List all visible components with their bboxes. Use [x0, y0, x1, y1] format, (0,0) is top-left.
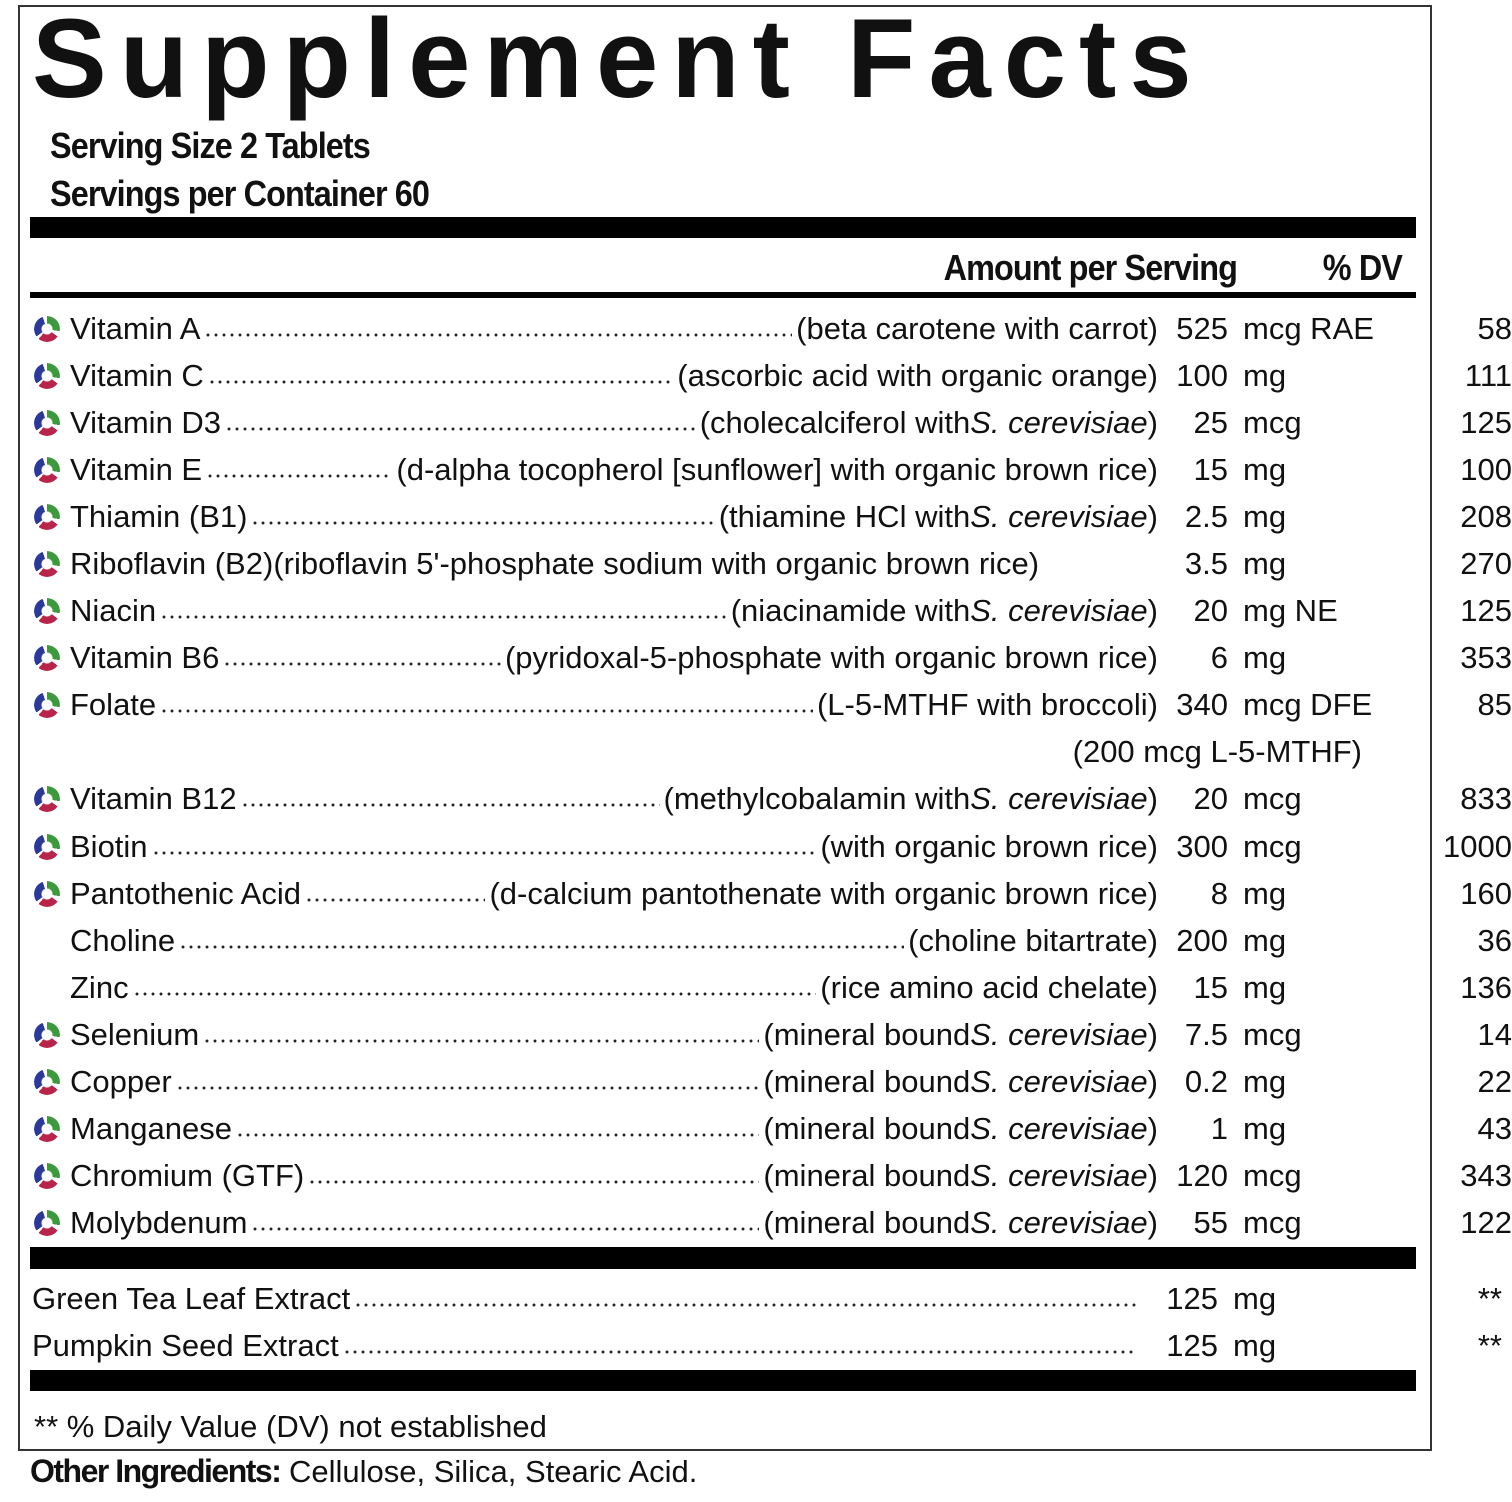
nutrient-note-row: [32, 729, 1424, 776]
dot-leader: [241, 802, 660, 808]
nutrient-row: [32, 682, 1512, 729]
nutrient-source-end: ): [1147, 1016, 1158, 1052]
nutrient-name: Vitamin B6: [70, 640, 220, 676]
unit: mg: [1233, 1280, 1277, 1316]
daily-value: 85: [1477, 687, 1512, 723]
unit: mg: [1233, 1327, 1277, 1363]
whole-food-icon: [34, 551, 60, 577]
nutrient-source: (beta carotene with carrot): [796, 310, 1158, 346]
nutrient-row: [32, 493, 1512, 540]
nutrient-source: (L-5-MTHF with broccoli): [816, 687, 1158, 723]
nutrient-name: Choline: [70, 922, 176, 958]
dot-leader: [343, 1349, 1136, 1355]
nutrient-name: Biotin: [70, 828, 148, 864]
nutrient-name: Riboflavin (B2): [70, 546, 274, 582]
nutrient-row: [32, 305, 1512, 352]
thick-divider: [30, 217, 1416, 238]
nutrient-row: [32, 1153, 1512, 1200]
unit: mcg RAE: [1243, 310, 1374, 346]
nutrient-source: (with organic brown rice): [820, 828, 1158, 864]
nutrient-source: (cholecalciferol with: [699, 404, 971, 440]
daily-value: **: [1477, 1327, 1502, 1363]
unit: mcg: [1243, 404, 1302, 440]
nutrient-name: Vitamin E: [70, 451, 203, 487]
supplement-facts-panel: [18, 0, 1512, 1451]
nutrient-source: (rice amino acid chelate): [820, 969, 1158, 1005]
thin-divider: [30, 292, 1416, 298]
amount-header: Amount per Serving: [943, 247, 1237, 288]
daily-value: 111: [1464, 357, 1512, 393]
daily-value: 14: [1477, 1016, 1512, 1052]
amount: 300: [1176, 828, 1228, 864]
nutrient-row: [32, 776, 1512, 823]
serving-size: Serving Size 2 Tablets: [50, 125, 370, 166]
extract-row: [32, 1275, 1502, 1322]
dot-leader: [208, 379, 673, 385]
daily-value: 353: [1460, 640, 1512, 676]
whole-food-icon: [34, 1022, 60, 1048]
nutrient-name: Manganese: [70, 1111, 233, 1147]
dot-leader: [251, 520, 714, 526]
dv-header: % DV: [1322, 247, 1402, 288]
nutrient-row: [32, 540, 1512, 587]
whole-food-icon: [34, 881, 60, 907]
dot-leader: [225, 426, 696, 432]
daily-value: 208: [1460, 498, 1512, 534]
nutrient-source: (d-calcium pantothenate with organic brown rice): [489, 875, 1158, 911]
thick-divider: [30, 1370, 1416, 1391]
thick-divider: [30, 1247, 1416, 1269]
amount: 25: [1193, 404, 1228, 440]
nutrient-name: Molybdenum: [70, 1205, 248, 1241]
unit: mcg: [1243, 781, 1302, 817]
dot-leader: [223, 661, 501, 667]
extract-name: Pumpkin Seed Extract: [32, 1327, 339, 1363]
nutrient-row: [32, 964, 1512, 1011]
amount: 100: [1176, 357, 1228, 393]
whole-food-icon: [34, 457, 60, 483]
nutrient-list: [32, 305, 1512, 1247]
whole-food-icon: [34, 316, 60, 342]
whole-food-icon: [34, 692, 60, 718]
nutrient-source-end: ): [1147, 781, 1158, 817]
amount: 125: [1166, 1280, 1218, 1316]
dot-leader: [204, 332, 792, 338]
daily-value: 43: [1477, 1111, 1512, 1147]
nutrient-name: Vitamin C: [70, 357, 204, 393]
nutrient-source: (mineral bound: [763, 1064, 971, 1100]
nutrient-source: (riboflavin 5'-phosphate sodium with organic brown rice): [273, 546, 1040, 582]
extract-list: [32, 1275, 1502, 1369]
dot-leader: [308, 1179, 759, 1185]
dot-leader: [133, 991, 817, 997]
daily-value: 125: [1460, 593, 1512, 629]
unit: mg: [1243, 451, 1287, 487]
nutrient-source: (niacinamide with: [730, 593, 971, 629]
amount: 125: [1166, 1327, 1218, 1363]
unit: mg: [1243, 640, 1287, 676]
nutrient-source-end: ): [1147, 404, 1158, 440]
amount: 6: [1210, 640, 1228, 676]
amount: 525: [1176, 310, 1228, 346]
amount: 200: [1176, 922, 1228, 958]
nutrient-row: [32, 1106, 1512, 1153]
daily-value: 122: [1460, 1205, 1512, 1241]
other-ingredients: [30, 1453, 697, 1490]
dot-leader: [305, 897, 486, 903]
nutrient-source-italic: S. cerevisiae: [970, 1205, 1148, 1241]
unit: mg: [1243, 357, 1287, 393]
amount: 1: [1210, 1111, 1228, 1147]
nutrient-row: [32, 1059, 1512, 1106]
whole-food-icon: [34, 1210, 60, 1236]
amount: 8: [1210, 875, 1228, 911]
nutrient-note: (200 mcg L-5-MTHF): [1072, 734, 1362, 770]
nutrient-name: Copper: [70, 1064, 172, 1100]
daily-value: 833: [1460, 781, 1512, 817]
unit: mg: [1243, 546, 1287, 582]
nutrient-row: [32, 1200, 1512, 1247]
nutrient-source: (mineral bound: [763, 1158, 971, 1194]
whole-food-icon: [34, 645, 60, 671]
unit: mg: [1243, 498, 1287, 534]
footnote: ** % Daily Value (DV) not established: [34, 1409, 547, 1444]
unit: mg: [1243, 1064, 1287, 1100]
unit: mg: [1243, 969, 1287, 1005]
servings-per-container: Servings per Container 60: [50, 173, 430, 214]
dot-leader: [160, 614, 727, 620]
other-ingredients-text: Cellulose, Silica, Stearic Acid.: [280, 1454, 698, 1489]
nutrient-source: (thiamine HCl with: [718, 498, 971, 534]
unit: mcg DFE: [1243, 687, 1373, 723]
nutrient-source: (choline bitartrate): [908, 922, 1158, 958]
nutrient-source: (d-alpha tocopherol [sunflower] with organic brown rice): [396, 451, 1158, 487]
unit: mg: [1243, 922, 1287, 958]
nutrient-source-end: ): [1147, 498, 1158, 534]
nutrient-source: (mineral bound: [763, 1111, 971, 1147]
nutrient-source: (ascorbic acid with organic orange): [677, 357, 1158, 393]
daily-value: 100: [1460, 451, 1512, 487]
nutrient-source-end: ): [1147, 1064, 1158, 1100]
dot-leader: [251, 1226, 759, 1232]
nutrient-row: [32, 588, 1512, 635]
nutrient-name: Pantothenic Acid: [70, 875, 301, 911]
nutrient-name: Folate: [70, 687, 157, 723]
nutrient-source-italic: S. cerevisiae: [970, 1158, 1148, 1194]
extract-row: [32, 1322, 1502, 1369]
nutrient-name: Thiamin (B1): [70, 498, 248, 534]
nutrient-source-italic: S. cerevisiae: [970, 1016, 1148, 1052]
nutrient-row: [32, 399, 1512, 446]
whole-food-icon: [34, 363, 60, 389]
whole-food-icon: [34, 1116, 60, 1142]
other-ingredients-label: Other Ingredients:: [30, 1453, 281, 1489]
daily-value: 36: [1477, 922, 1512, 958]
nutrient-row: [32, 446, 1512, 493]
nutrient-name: Vitamin A: [70, 310, 201, 346]
unit: mcg: [1243, 828, 1302, 864]
nutrient-source-end: ): [1147, 1158, 1158, 1194]
whole-food-icon: [34, 598, 60, 624]
nutrient-source: (mineral bound: [763, 1205, 971, 1241]
daily-value: 58: [1477, 310, 1512, 346]
nutrient-source-italic: S. cerevisiae: [970, 1111, 1148, 1147]
amount: 20: [1193, 593, 1228, 629]
dot-leader: [203, 1038, 759, 1044]
unit: mcg: [1243, 1205, 1302, 1241]
amount: 15: [1193, 969, 1228, 1005]
amount: 20: [1193, 781, 1228, 817]
unit: mcg: [1243, 1016, 1302, 1052]
whole-food-icon: [34, 504, 60, 530]
dot-leader: [152, 850, 817, 856]
nutrient-row: [32, 1011, 1512, 1058]
amount: 2.5: [1184, 498, 1228, 534]
nutrient-row: [32, 870, 1512, 917]
dot-leader: [176, 1085, 760, 1091]
dot-leader: [160, 708, 813, 714]
dot-leader: [236, 1132, 759, 1138]
dot-leader: [206, 473, 392, 479]
daily-value: 270: [1460, 546, 1512, 582]
nutrient-row: [32, 917, 1512, 964]
nutrient-source-end: ): [1147, 1205, 1158, 1241]
unit: mg: [1243, 1111, 1287, 1147]
dot-leader: [354, 1302, 1136, 1308]
daily-value: 136: [1460, 969, 1512, 1005]
nutrient-name: Zinc: [70, 969, 129, 1005]
daily-value: 125: [1460, 404, 1512, 440]
dot-leader: [179, 944, 904, 950]
nutrient-source-end: ): [1147, 593, 1158, 629]
nutrient-name: Vitamin D3: [70, 404, 222, 440]
amount: 0.2: [1184, 1064, 1228, 1100]
whole-food-icon: [34, 410, 60, 436]
whole-food-icon: [34, 1163, 60, 1189]
nutrient-source: (methylcobalamin with: [663, 781, 971, 817]
whole-food-icon: [34, 1069, 60, 1095]
nutrient-name: Chromium (GTF): [70, 1158, 305, 1194]
nutrient-row: [32, 635, 1512, 682]
nutrient-source-italic: S. cerevisiae: [970, 404, 1148, 440]
daily-value: 343: [1460, 1158, 1512, 1194]
whole-food-icon: [34, 834, 60, 860]
nutrient-name: Vitamin B12: [70, 781, 237, 817]
nutrient-name: Selenium: [70, 1016, 200, 1052]
amount: 7.5: [1184, 1016, 1228, 1052]
unit: mg NE: [1243, 593, 1338, 629]
daily-value: 160: [1460, 875, 1512, 911]
nutrient-source-italic: S. cerevisiae: [970, 593, 1148, 629]
unit: mcg: [1243, 1158, 1302, 1194]
nutrient-row: [32, 823, 1512, 870]
nutrient-source-italic: S. cerevisiae: [970, 781, 1148, 817]
nutrient-row: [32, 352, 1512, 399]
nutrient-source-italic: S. cerevisiae: [970, 1064, 1148, 1100]
amount: 55: [1193, 1205, 1228, 1241]
daily-value: 1000: [1443, 828, 1512, 864]
nutrient-source-end: ): [1147, 1111, 1158, 1147]
nutrient-source-italic: S. cerevisiae: [970, 498, 1148, 534]
nutrient-name: Niacin: [70, 593, 157, 629]
daily-value: 22: [1477, 1064, 1512, 1100]
panel-title: Supplement Facts: [32, 0, 1205, 121]
amount: 15: [1193, 451, 1228, 487]
nutrient-source: (pyridoxal-5-phosphate with organic brown rice): [504, 640, 1158, 676]
amount: 3.5: [1184, 546, 1228, 582]
unit: mg: [1243, 875, 1287, 911]
extract-name: Green Tea Leaf Extract: [32, 1280, 351, 1316]
nutrient-source: (mineral bound: [763, 1016, 971, 1052]
amount: 120: [1176, 1158, 1228, 1194]
amount: 340: [1176, 687, 1228, 723]
whole-food-icon: [34, 786, 60, 812]
daily-value: **: [1477, 1280, 1502, 1316]
